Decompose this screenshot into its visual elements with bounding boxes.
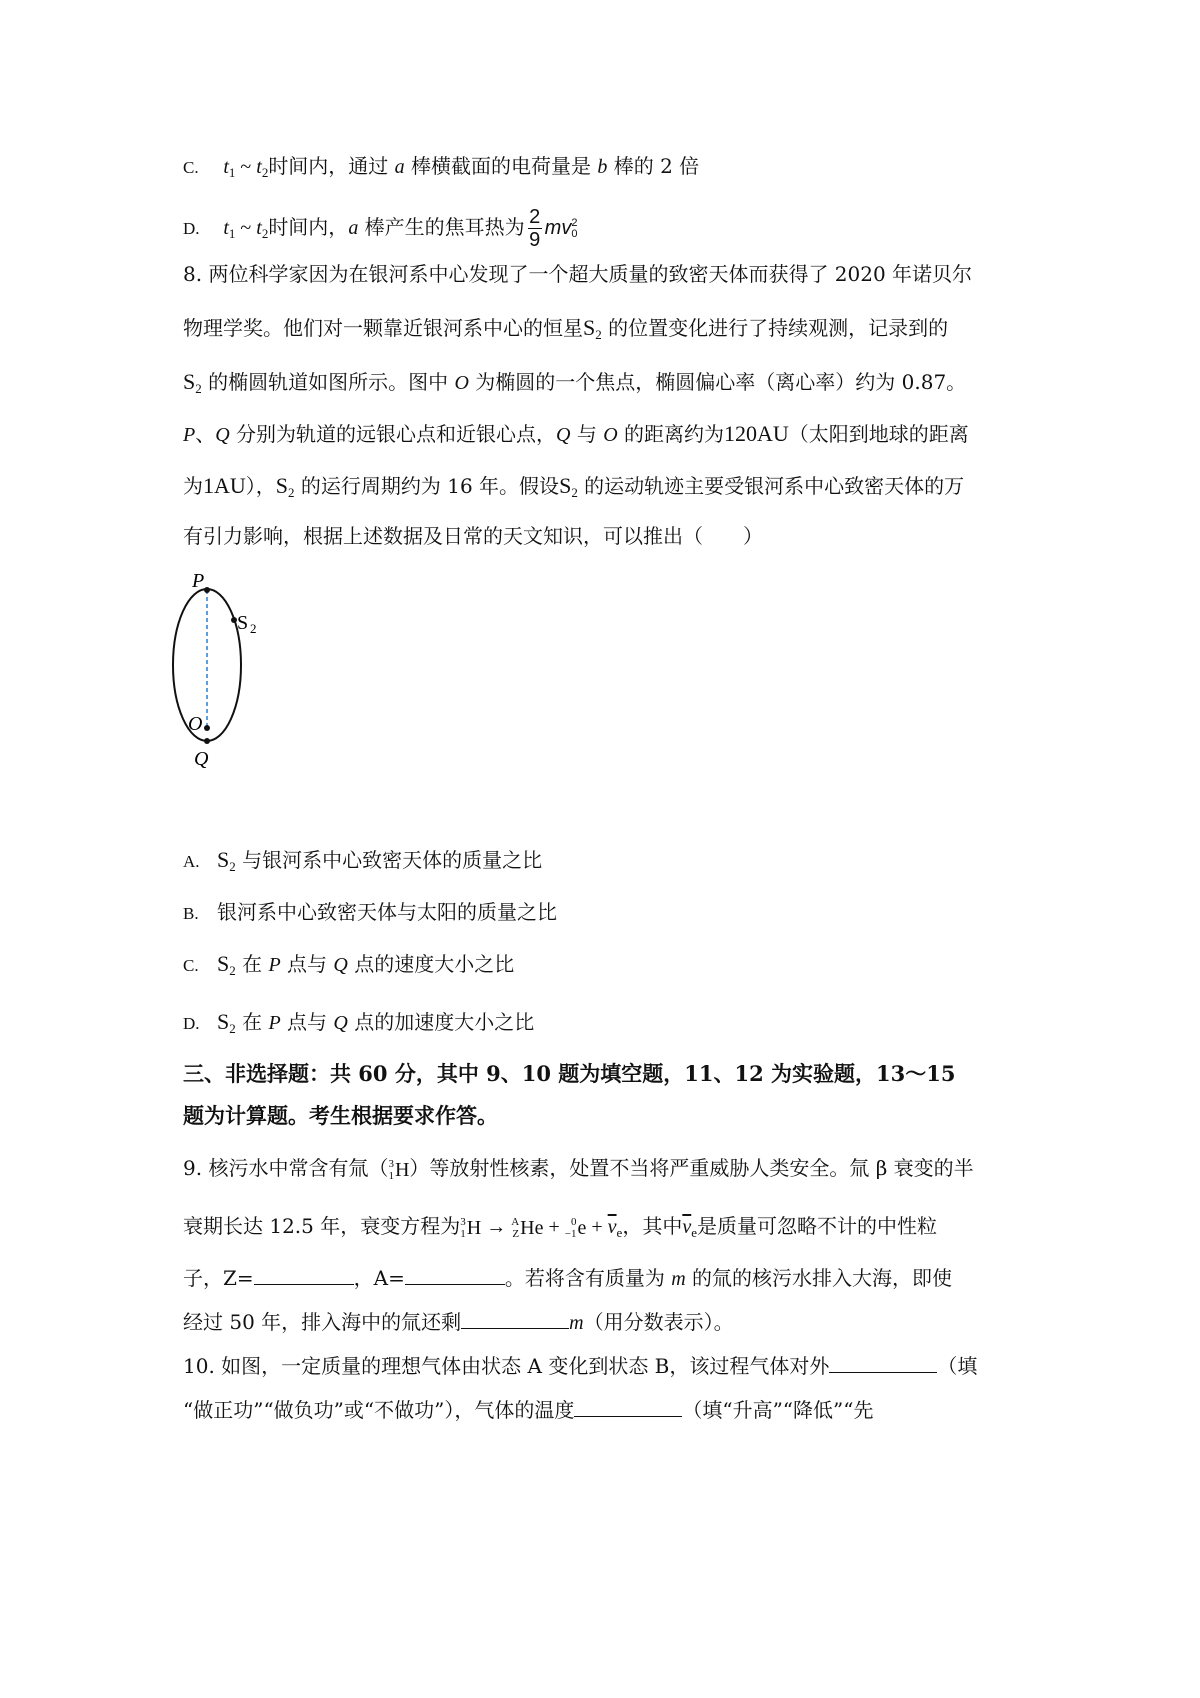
q8-line5: 为1AU），$S_2$ 的运行周期约为 16 年。假设$S_2$ 的运动轨迹主要受银河系中心致密天体的万 — [183, 473, 965, 500]
q9-line3: 子，Z= ，A= 。若将含有质量为 m 的氚的核污水排入大海，即使 — [183, 1266, 953, 1290]
q9-line2: 衰期长达 12.5 年，衰变方程为 3 1 H → A Z He + 0 −1 e + $\overline{\nu}_e$，其中$\overline{\nu}_e$是质量可忽略不计的中性粒 — [183, 1214, 937, 1240]
point-q — [204, 738, 210, 744]
option-c-prev: C. $t_1$ ~ $t_2$时间内，通过 a 棒横截面的电荷量是 b 棒的 2 倍 — [183, 154, 700, 180]
q8-line4: P、Q 分别为轨道的远银心点和近银心点，Q 与 O 的距离约为120AU（太阳到地球的距离 — [183, 421, 969, 446]
label-q: Q — [194, 748, 209, 770]
q9-line1: 9. 核污水中常含有氚（ 3 1 H ）等放射性核素，处置不当将严重威胁人类安全。氚 β 衰变的半 — [183, 1156, 974, 1182]
q9-line4: 经过 50 年，排入海中的氚还剩 m（用分数表示）。 — [183, 1310, 734, 1334]
section3-heading-line2: 题为计算题。考生根据要求作答。 — [183, 1103, 498, 1128]
q8-line2: 物理学奖。他们对一颗靠近银河系中心的恒星$S_2$ 的位置变化进行了持续观测，记录到的 — [183, 315, 949, 342]
label-s2-sub: 2 — [250, 621, 257, 636]
option-d-prev: D. $t_1$ ~ $t_2$时间内，a 棒产生的焦耳热为 $\frac{2}{9}$ mv 2 0 — [183, 202, 577, 259]
q8-line6: 有引力影响，根据上述数据及日常的天文知识，可以推出（ ） — [183, 524, 763, 548]
q8-line3: $S_2$ 的椭圆轨道如图所示。图中 O 为椭圆的一个焦点，椭圆偏心率（离心率）约为 0.87。 — [183, 369, 967, 396]
q8-option-d[interactable]: D. $S_2$ 在 P 点与 Q 点的加速度大小之比 — [183, 1009, 535, 1036]
option-letter: D. — [183, 219, 200, 238]
answer-blank-work[interactable] — [829, 1352, 937, 1373]
fraction: $\frac{2}{9}$ — [529, 206, 541, 251]
q8-option-a[interactable]: A. $S_2$ 与银河系中心致密天体的质量之比 — [183, 847, 543, 874]
q10-line2: “做正功”“做负功”或“不做功”），气体的温度 （填“升高”“降低”“先 — [183, 1398, 874, 1422]
option-letter: C. — [183, 158, 199, 177]
answer-blank-a[interactable] — [405, 1264, 505, 1285]
q8-line1: 8. 两位科学家因为在银河系中心发现了一个超大质量的致密天体而获得了 2020 年诺贝尔 — [183, 262, 973, 286]
q8-option-b[interactable]: B. 银河系中心致密天体与太阳的质量之比 — [183, 900, 557, 924]
answer-blank-temperature[interactable] — [574, 1396, 682, 1417]
label-s2: S — [237, 612, 249, 634]
q10-line1: 10. 如图，一定质量的理想气体由状态 A 变化到状态 B，该过程气体对外 （填 — [183, 1354, 978, 1378]
q8-option-c[interactable]: C. $S_2$ 在 P 点与 Q 点的速度大小之比 — [183, 951, 515, 978]
point-p — [204, 587, 210, 593]
point-o — [204, 725, 210, 731]
orbit-figure — [170, 565, 290, 780]
section3-heading-line1: 三、非选择题：共 60 分，其中 9、10 题为填空题，11、12 为实验题，13～15 — [183, 1061, 956, 1086]
answer-blank-z[interactable] — [254, 1264, 354, 1285]
label-o: O — [188, 713, 203, 735]
label-p: P — [192, 570, 205, 592]
answer-blank-remaining[interactable] — [461, 1308, 569, 1329]
